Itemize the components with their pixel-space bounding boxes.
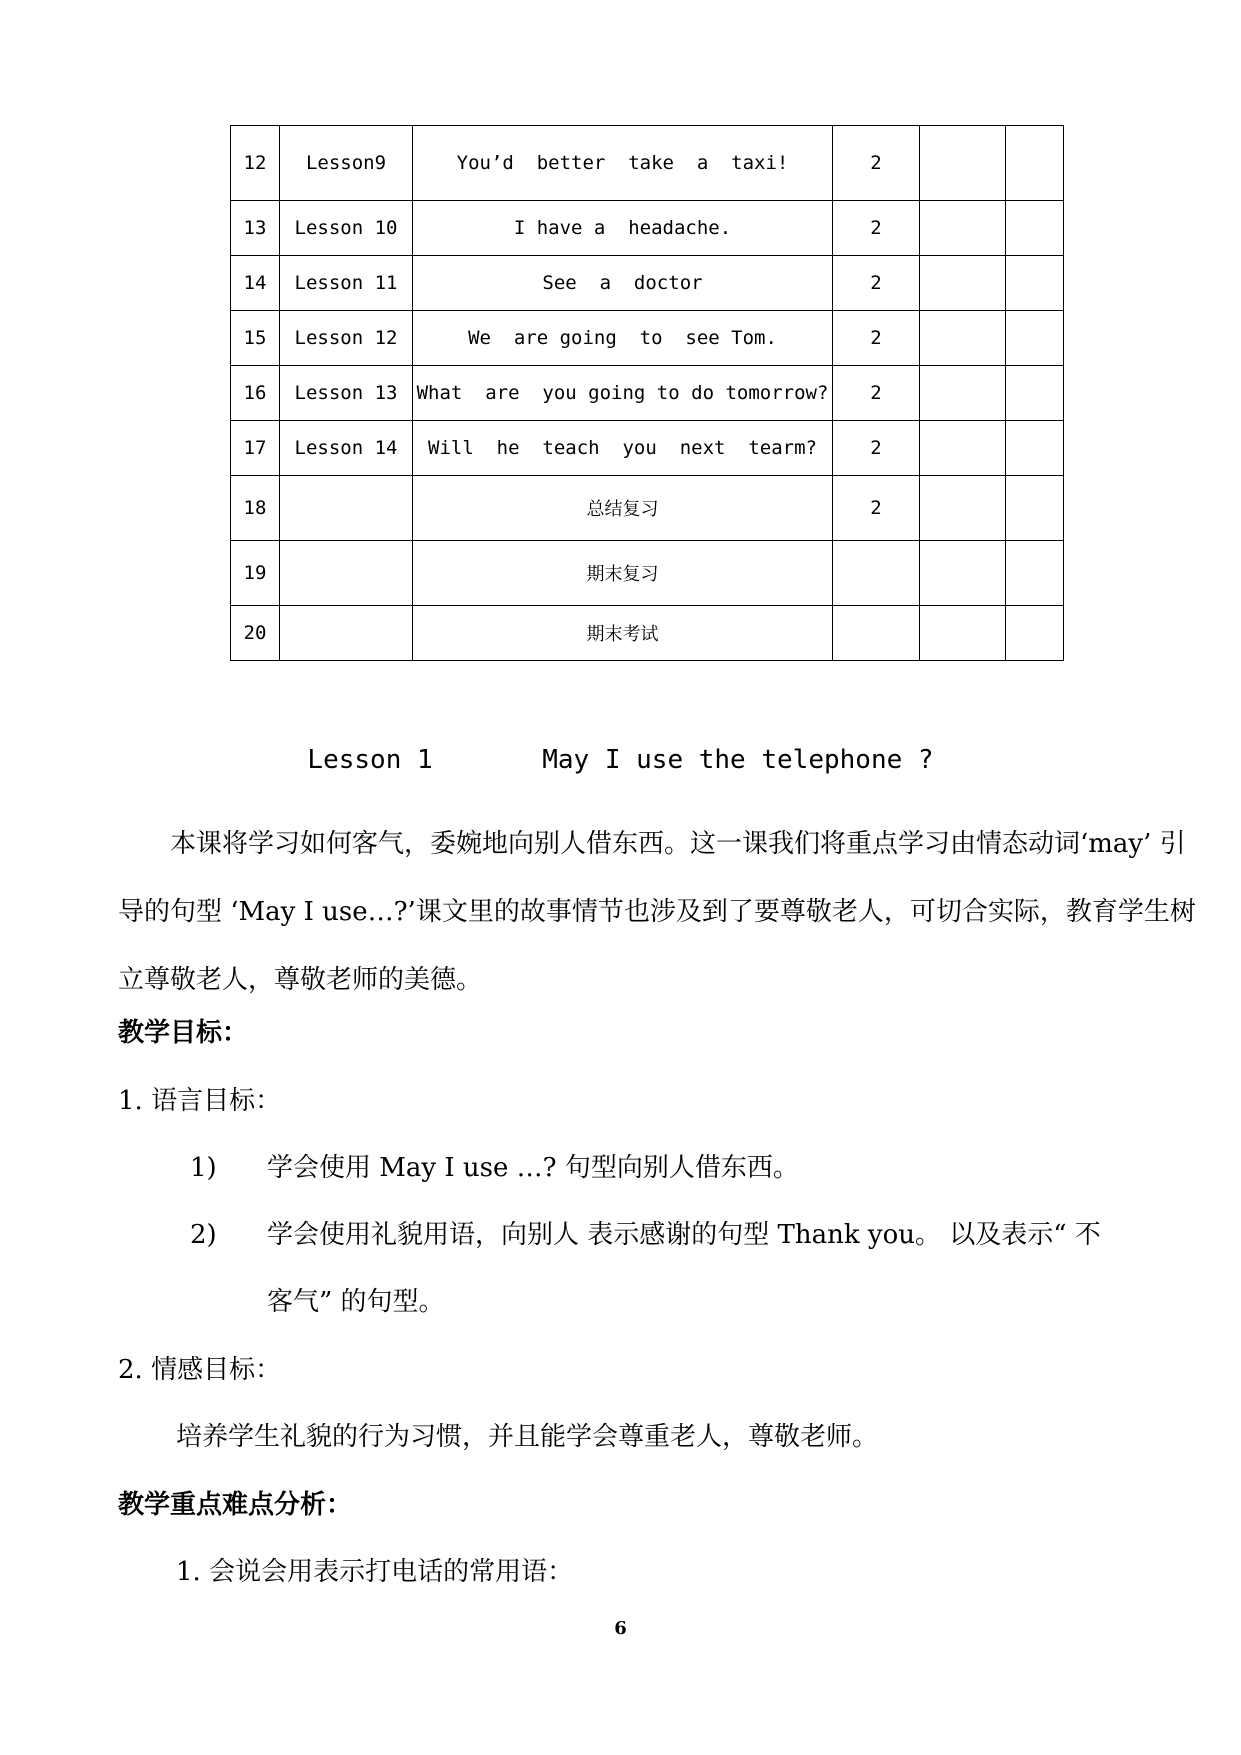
goal-1-number: 1) bbox=[190, 1153, 217, 1183]
cell-hours: 2 bbox=[833, 366, 920, 421]
table-row bbox=[231, 256, 1064, 311]
emotion-goal-text: 培养学生礼貌的行为习惯，并且能学会尊重老人，尊敬老师。 bbox=[176, 1422, 879, 1452]
cell-empty bbox=[920, 476, 1006, 541]
cell-number: 19 bbox=[231, 541, 280, 606]
cell-topic: See a doctor bbox=[413, 256, 833, 311]
cell-empty bbox=[920, 201, 1006, 256]
cell-empty bbox=[1006, 606, 1064, 661]
cell-lesson: Lesson 13 bbox=[280, 366, 413, 421]
goal-2-number: 2) bbox=[190, 1220, 217, 1250]
cell-number: 17 bbox=[231, 421, 280, 476]
table-row bbox=[231, 311, 1064, 366]
cell-lesson bbox=[280, 606, 413, 661]
cell-number: 15 bbox=[231, 311, 280, 366]
cell-lesson: Lesson 12 bbox=[280, 311, 413, 366]
cell-empty bbox=[1006, 201, 1064, 256]
cell-hours: 2 bbox=[833, 476, 920, 541]
cell-lesson: Lesson 11 bbox=[280, 256, 413, 311]
objectives-heading: 教学目标： bbox=[118, 1018, 249, 1048]
schedule-body bbox=[231, 126, 1064, 661]
cell-hours: 2 bbox=[833, 256, 920, 311]
cell-empty bbox=[1006, 311, 1064, 366]
goal-2-text-line1: 学会使用礼貌用语，向别人 表示感谢的句型 Thank you。 以及表示“ 不 bbox=[267, 1220, 1101, 1250]
cell-lesson: Lesson 14 bbox=[280, 421, 413, 476]
cell-empty bbox=[1006, 366, 1064, 421]
goal-1-text: 学会使用 May I use …? 句型向别人借东西。 bbox=[267, 1153, 799, 1183]
cell-hours bbox=[833, 541, 920, 606]
cell-number: 14 bbox=[231, 256, 280, 311]
cell-empty bbox=[1006, 476, 1064, 541]
cell-topic: 总结复习 bbox=[413, 476, 833, 541]
cell-lesson bbox=[280, 476, 413, 541]
table-row bbox=[231, 366, 1064, 421]
table-row bbox=[231, 541, 1064, 606]
cell-number: 20 bbox=[231, 606, 280, 661]
cell-empty bbox=[1006, 126, 1064, 201]
cell-topic: Will he teach you next tearm? bbox=[413, 421, 833, 476]
cell-empty bbox=[920, 126, 1006, 201]
cell-number: 18 bbox=[231, 476, 280, 541]
cell-number: 16 bbox=[231, 366, 280, 421]
cell-empty bbox=[920, 311, 1006, 366]
cell-empty bbox=[920, 256, 1006, 311]
cell-topic: I have a headache. bbox=[413, 201, 833, 256]
table-row bbox=[231, 606, 1064, 661]
cell-number: 12 bbox=[231, 126, 280, 201]
cell-topic: 期末复习 bbox=[413, 541, 833, 606]
schedule-table bbox=[230, 125, 1064, 661]
key-points-heading: 教学重点难点分析： bbox=[118, 1490, 353, 1520]
cell-hours: 2 bbox=[833, 126, 920, 201]
cell-empty bbox=[920, 366, 1006, 421]
cell-topic: What are you going to do tomorrow? bbox=[413, 366, 833, 421]
key-point-1: 1. 会说会用表示打电话的常用语： bbox=[176, 1557, 574, 1587]
cell-empty bbox=[1006, 256, 1064, 311]
cell-hours: 2 bbox=[833, 421, 920, 476]
cell-topic: 期末考试 bbox=[413, 606, 833, 661]
cell-empty bbox=[920, 606, 1006, 661]
cell-empty bbox=[1006, 541, 1064, 606]
cell-topic: We are going to see Tom. bbox=[413, 311, 833, 366]
cell-empty bbox=[920, 541, 1006, 606]
table-row bbox=[231, 201, 1064, 256]
cell-lesson bbox=[280, 541, 413, 606]
intro-paragraph: 本课将学习如何客气，委婉地向别人借东西。这一课我们将重点学习由情态动词‘may’ 引导的句型 ‘May I use…?’课文里的故事情节也涉及到了要尊敬老人，可切合实际，教育学生树立尊敬老人，尊敬老师的美德。 bbox=[118, 829, 1196, 995]
table-row bbox=[231, 421, 1064, 476]
cell-topic: You’d better take a taxi! bbox=[413, 126, 833, 201]
table-row bbox=[231, 476, 1064, 541]
cell-empty bbox=[920, 421, 1006, 476]
cell-hours: 2 bbox=[833, 311, 920, 366]
cell-lesson: Lesson 10 bbox=[280, 201, 413, 256]
lesson-title: Lesson 1 May I use the telephone ? bbox=[307, 745, 934, 775]
goal-2-text-line2: 客气” 的句型。 bbox=[267, 1287, 445, 1317]
cell-lesson: Lesson9 bbox=[280, 126, 413, 201]
cell-empty bbox=[1006, 421, 1064, 476]
cell-hours bbox=[833, 606, 920, 661]
language-goal-heading: 1. 语言目标： bbox=[118, 1086, 282, 1116]
emotion-goal-heading: 2. 情感目标： bbox=[118, 1355, 282, 1385]
cell-hours: 2 bbox=[833, 201, 920, 256]
cell-number: 13 bbox=[231, 201, 280, 256]
page-number: 6 bbox=[614, 1618, 627, 1639]
table-row bbox=[231, 126, 1064, 201]
